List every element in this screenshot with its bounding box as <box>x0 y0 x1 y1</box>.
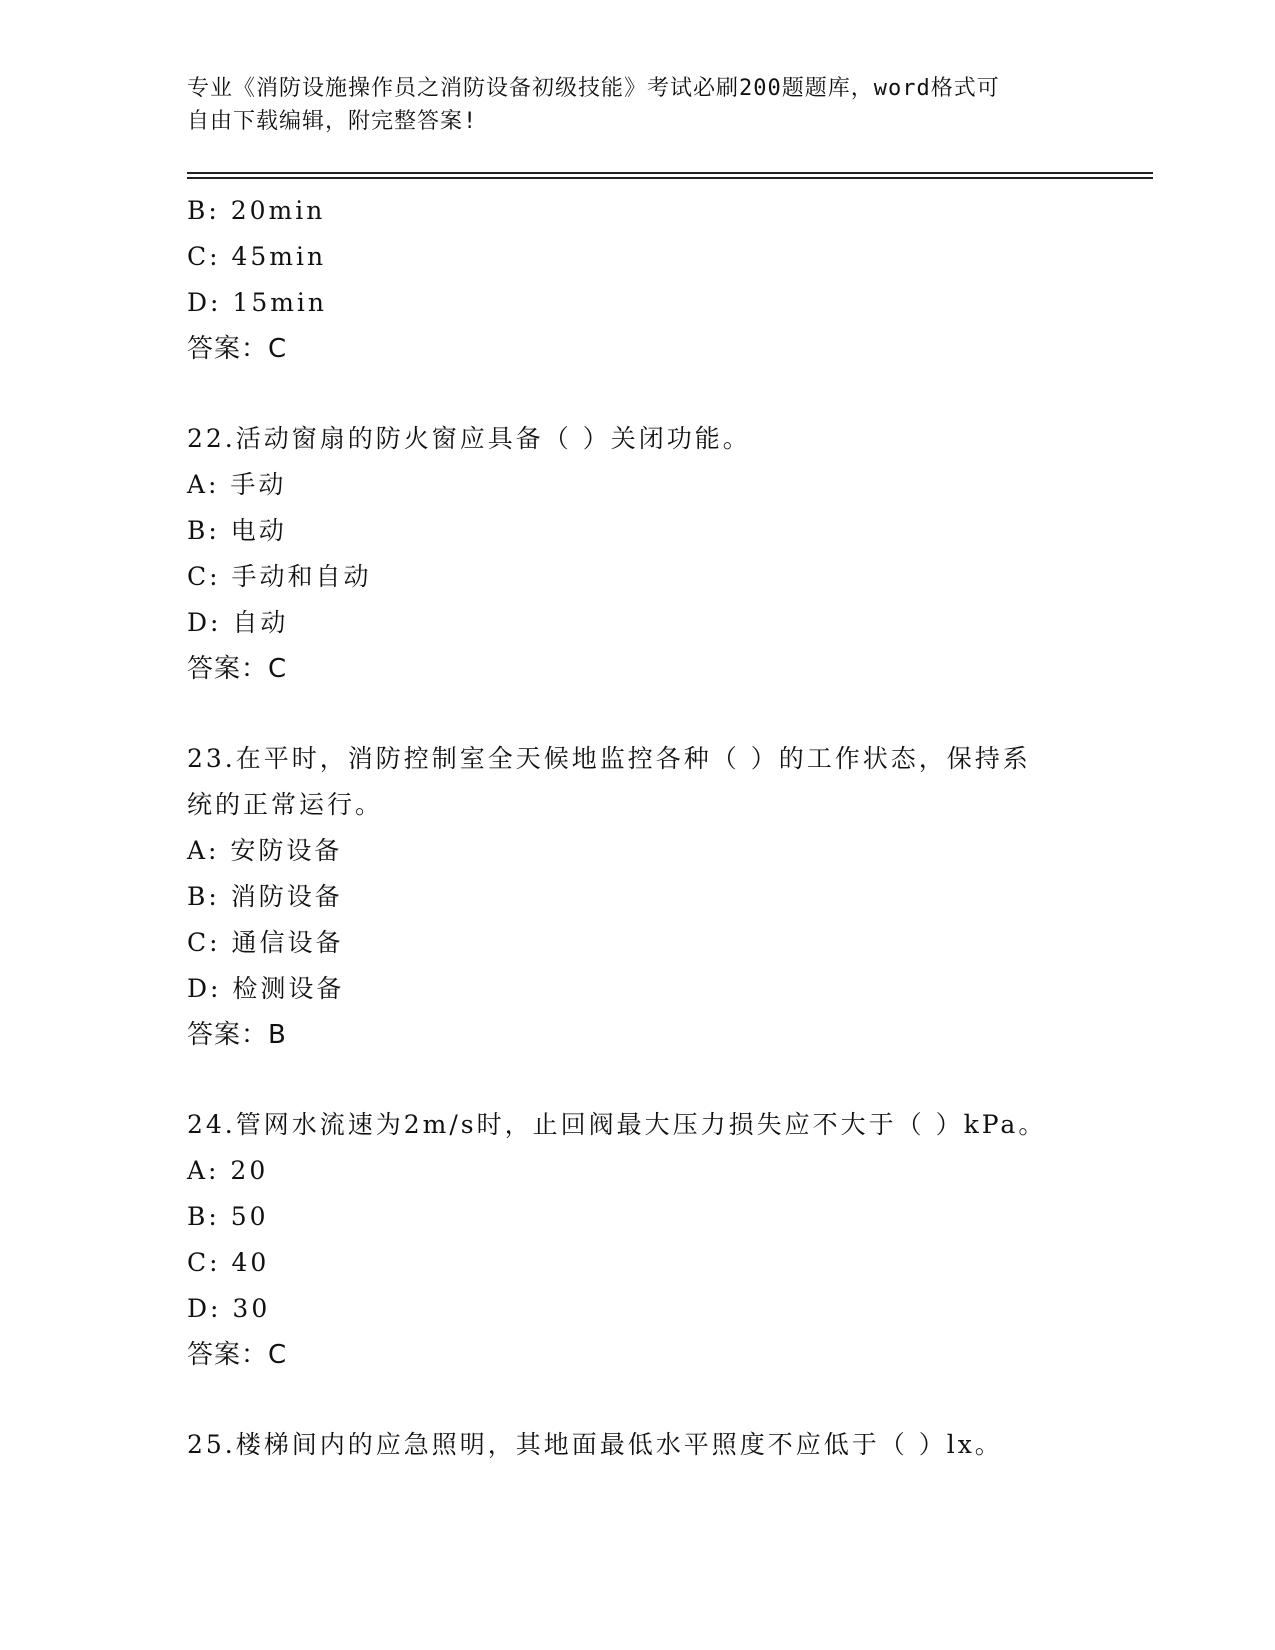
option-c: C: 45min <box>187 242 327 271</box>
option-d: D: 15min <box>187 288 328 317</box>
option-b: B: 消防设备 <box>187 882 343 911</box>
question-block-23 <box>187 736 1087 1058</box>
answer: 答案：B <box>187 1020 287 1050</box>
option-d: D: 自动 <box>187 608 289 637</box>
question-block-22 <box>187 416 1087 692</box>
question-block-prev <box>187 188 1087 372</box>
option-c: C: 通信设备 <box>187 928 344 957</box>
question-list <box>187 188 1087 1468</box>
question-text: 24.管网水流速为2m/s时，止回阀最大压力损失应不大于（ ）kPa。 <box>187 1110 1047 1139</box>
option-d: D: 30 <box>187 1294 271 1323</box>
question-block-24 <box>187 1102 1087 1378</box>
header-line-2: 自由下载编辑，附完整答案! <box>187 109 478 134</box>
option-c: C: 手动和自动 <box>187 562 372 591</box>
option-b: B: 50 <box>187 1202 269 1231</box>
option-d: D: 检测设备 <box>187 974 345 1003</box>
question-text-continued: 统的正常运行。 <box>187 790 384 819</box>
option-a: A: 手动 <box>187 470 287 499</box>
header-rule-top <box>187 172 1153 174</box>
answer: 答案：C <box>187 334 288 364</box>
answer: 答案：C <box>187 654 288 684</box>
question-text: 23.在平时，消防控制室全天候地监控各种（ ）的工作状态，保持系 <box>187 744 1031 773</box>
option-a: A: 20 <box>187 1156 269 1185</box>
answer: 答案：C <box>187 1340 288 1370</box>
header-rule-bottom <box>187 177 1153 179</box>
question-block-25 <box>187 1422 1087 1468</box>
document-header <box>187 72 1087 138</box>
option-a: A: 安防设备 <box>187 836 343 865</box>
option-b: B: 电动 <box>187 516 287 545</box>
question-text: 25.楼梯间内的应急照明，其地面最低水平照度不应低于（ ）lx。 <box>187 1430 1003 1459</box>
question-text: 22.活动窗扇的防火窗应具备（ ）关闭功能。 <box>187 424 751 453</box>
option-c: C: 40 <box>187 1248 270 1277</box>
option-b: B: 20min <box>187 196 326 225</box>
header-line-1: 专业《消防设施操作员之消防设备初级技能》考试必刷200题题库，word格式可 <box>187 76 1000 101</box>
